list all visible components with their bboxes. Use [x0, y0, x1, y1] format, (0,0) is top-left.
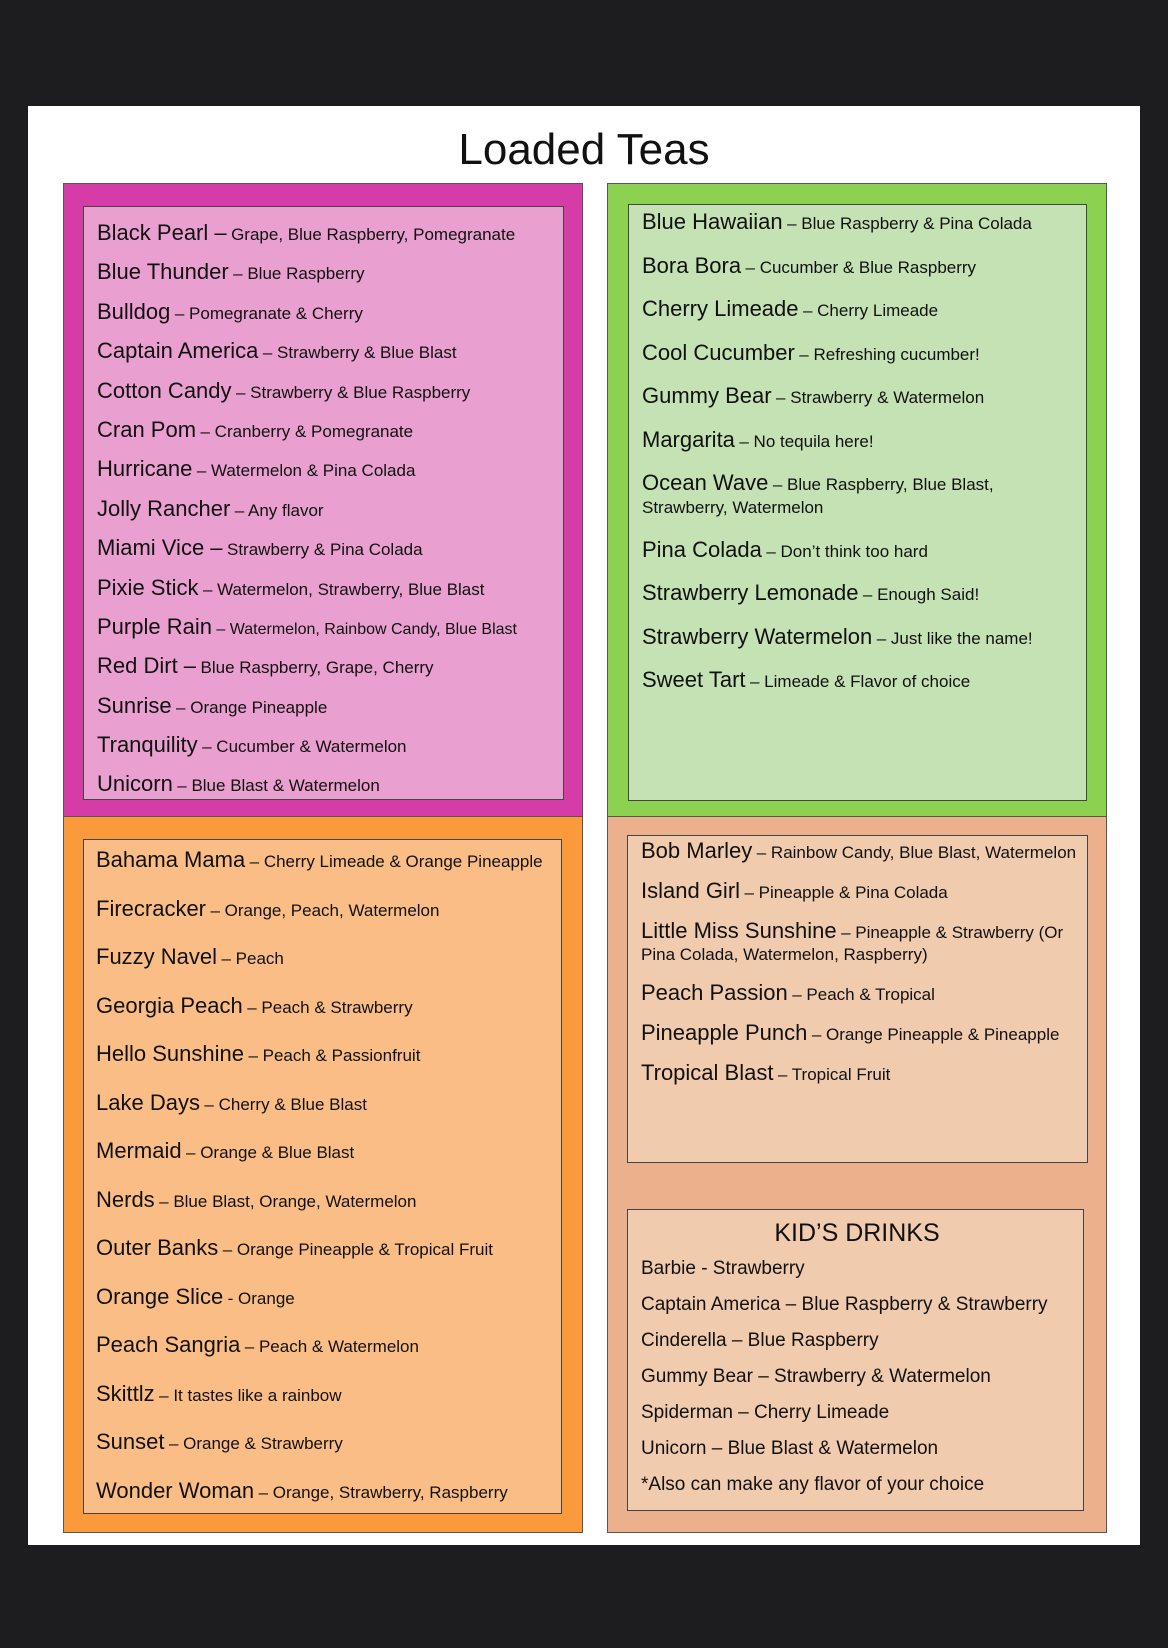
drink-description: – Pomegranate & Cherry	[174, 303, 363, 323]
drink-name: Skittlz	[96, 1380, 155, 1406]
drink-name: Wonder Woman	[96, 1477, 255, 1503]
menu-item	[642, 339, 1076, 367]
drink-name: Cran Pom	[97, 416, 197, 442]
menu-page	[28, 106, 1140, 1545]
orange-menu-panel	[63, 816, 583, 1533]
drink-name: Bahama Mama	[96, 847, 246, 872]
kids-drinks-heading: KID’S DRINKS	[774, 1219, 940, 1247]
drink-description: – Peach & Strawberry	[247, 997, 413, 1017]
drink-name: Bulldog	[97, 298, 171, 324]
menu-item	[642, 623, 1076, 651]
menu-item	[96, 1333, 549, 1360]
menu-item	[641, 982, 1077, 1006]
menu-item	[97, 490, 551, 529]
drink-name: Cherry Limeade	[642, 296, 799, 321]
drink-description: – Peach & Tropical	[792, 985, 935, 1004]
drink-description: – Blue Blast & Watermelon	[177, 776, 380, 796]
drink-description: – Refreshing cucumber!	[799, 344, 980, 364]
menu-item	[642, 472, 1076, 520]
drink-name: Blue Thunder	[97, 259, 229, 285]
drink-name: Peach Sangria	[96, 1332, 241, 1357]
menu-item	[97, 765, 551, 804]
drink-description: – Orange & Strawberry	[168, 1434, 343, 1453]
drink-name: Jolly Rancher	[97, 495, 231, 521]
drink-description: – Strawberry & Blue Raspberry	[235, 382, 471, 402]
drink-description: Blue Raspberry, Grape, Cherry	[200, 658, 434, 678]
drink-name: Bora Bora	[642, 252, 742, 278]
drink-description: – Pineapple & Pina Colada	[744, 883, 948, 902]
drink-name: Fuzzy Navel	[96, 944, 218, 969]
drink-name: Orange Slice	[96, 1283, 224, 1309]
menu-item	[97, 687, 551, 726]
drink-name: Strawberry Watermelon	[642, 623, 873, 649]
menu-item	[641, 840, 1077, 864]
menu-item	[96, 945, 549, 972]
menu-item	[97, 411, 551, 450]
drink-name: Tropical Blast	[641, 1060, 774, 1085]
peach-menu-panel	[607, 816, 1107, 1533]
drink-description: – Blue Raspberry, Blue Blast, Strawberry, Watermelon	[642, 475, 994, 517]
drink-name: Lake Days	[96, 1089, 200, 1115]
menu-item	[96, 1285, 549, 1312]
menu-item	[642, 211, 1076, 236]
drink-description: – Strawberry & Watermelon	[776, 388, 985, 407]
drink-description: – Cucumber & Watermelon	[202, 737, 407, 757]
menu-item	[641, 1062, 1077, 1086]
drink-name: Hurricane	[97, 456, 193, 482]
drink-description: – Watermelon, Strawberry, Blue Blast	[202, 579, 485, 599]
drink-description: Grape, Blue Raspberry, Pomegranate	[231, 225, 516, 244]
menu-item	[642, 536, 1076, 564]
green-menu-panel	[607, 183, 1107, 817]
menu-item	[96, 1430, 549, 1457]
drink-name: Nerds	[96, 1186, 155, 1212]
kids-drinks-box	[627, 1209, 1084, 1511]
drink-description: – Orange, Strawberry, Raspberry	[258, 1482, 508, 1502]
drink-name: Cool Cucumber	[642, 339, 795, 365]
drink-description: Strawberry & Pina Colada	[226, 540, 423, 560]
drink-description: – Orange, Peach, Watermelon	[210, 900, 440, 920]
drink-description: – Strawberry & Blue Blast	[262, 343, 457, 363]
drink-description: – Enough Said!	[862, 585, 980, 604]
menu-item	[97, 450, 551, 489]
drink-name: Tranquility	[97, 732, 198, 758]
drink-name: Mermaid	[96, 1138, 182, 1163]
drink-name: Island Girl	[641, 878, 741, 903]
green-menu-list	[628, 204, 1087, 801]
drink-description: - Orange	[227, 1288, 295, 1308]
drink-name: Firecracker	[96, 895, 207, 921]
drink-name: Pina Colada	[642, 536, 762, 562]
pink-menu-list	[83, 206, 564, 800]
drink-name: Hello Sunshine	[96, 1041, 244, 1066]
drink-description: – Just like the name!	[876, 628, 1033, 648]
drink-description: – Orange Pineapple & Pineapple	[811, 1025, 1060, 1044]
drink-name: Outer Banks	[96, 1235, 219, 1260]
kids-drink-note: *Also can make any flavor of your choice	[641, 1474, 985, 1495]
drink-name: Purple Rain	[97, 613, 212, 639]
drink-name: Cotton Candy	[97, 377, 232, 403]
menu-item	[96, 1188, 549, 1215]
menu-item	[642, 298, 1076, 323]
menu-item	[97, 332, 551, 371]
drink-name: Georgia Peach	[96, 992, 243, 1018]
drink-description: – Cranberry & Pomegranate	[200, 421, 414, 441]
drink-name: Sunrise	[97, 692, 172, 718]
menu-item	[96, 1479, 549, 1506]
kids-drink-item: Captain America – Blue Raspberry & Strawberry	[641, 1294, 1048, 1315]
menu-item	[97, 253, 551, 292]
menu-item	[96, 1382, 549, 1409]
drink-name: Gummy Bear	[642, 383, 772, 408]
drink-description: – Watermelon, Rainbow Candy, Blue Blast	[216, 620, 517, 638]
menu-item	[96, 994, 549, 1021]
drink-name: Pineapple Punch	[641, 1020, 808, 1045]
menu-item	[642, 582, 1076, 607]
menu-item	[96, 897, 549, 924]
menu-item	[97, 529, 551, 568]
pink-menu-panel	[63, 183, 583, 817]
menu-item	[642, 669, 1076, 694]
drink-name: Pixie Stick	[97, 574, 199, 600]
drink-description: – Cherry Limeade	[802, 301, 939, 320]
drink-name: Red Dirt –	[97, 653, 197, 679]
menu-item	[641, 880, 1077, 904]
menu-item	[97, 293, 551, 332]
drink-description: – Any flavor	[234, 500, 324, 520]
drink-description: – Pineapple & Strawberry (Or Pina Colada, Watermelon, Raspberry)	[641, 923, 1064, 964]
drink-description: – It tastes like a rainbow	[159, 1385, 342, 1405]
orange-menu-list	[83, 839, 562, 1514]
drink-name: Black Pearl –	[97, 220, 227, 245]
menu-item	[96, 1042, 549, 1069]
menu-item	[97, 726, 551, 765]
kids-drink-item: Gummy Bear – Strawberry & Watermelon	[641, 1366, 991, 1387]
drink-name: Miami Vice –	[97, 535, 223, 561]
drink-description: – Peach & Passionfruit	[248, 1046, 421, 1065]
page-title: Loaded Teas	[458, 125, 710, 174]
peach-menu-list	[627, 835, 1088, 1163]
drink-description: – Cherry & Blue Blast	[204, 1094, 367, 1114]
drink-description: – Blue Blast, Orange, Watermelon	[159, 1191, 417, 1211]
drink-description: – Orange & Blue Blast	[186, 1143, 355, 1162]
drink-description: – Limeade & Flavor of choice	[750, 672, 971, 691]
drink-description: – No tequila here!	[739, 431, 874, 451]
menu-item	[97, 569, 551, 608]
menu-item	[642, 252, 1076, 280]
menu-item	[96, 1091, 549, 1118]
drink-name: Unicorn	[97, 771, 173, 797]
drink-name: Blue Hawaiian	[642, 209, 783, 234]
menu-item	[96, 848, 549, 875]
drink-description: – Blue Raspberry & Pina Colada	[787, 214, 1032, 233]
drink-description: – Orange Pineapple & Tropical Fruit	[222, 1240, 493, 1259]
drink-description: – Blue Raspberry	[233, 264, 365, 284]
drink-name: Strawberry Lemonade	[642, 580, 859, 605]
drink-description: – Cucumber & Blue Raspberry	[745, 257, 977, 277]
drink-description: – Peach	[221, 949, 284, 968]
menu-item	[97, 372, 551, 411]
drink-description: – Watermelon & Pina Colada	[196, 461, 416, 481]
drink-name: Captain America	[97, 338, 259, 364]
drink-name: Little Miss Sunshine	[641, 918, 837, 943]
drink-description: – Peach & Watermelon	[244, 1337, 419, 1356]
drink-description: – Tropical Fruit	[777, 1065, 891, 1084]
drink-name: Sunset	[96, 1429, 165, 1454]
kids-drink-item: Cinderella – Blue Raspberry	[641, 1330, 879, 1351]
drink-description: – Cherry Limeade & Orange Pineapple	[249, 852, 543, 871]
menu-item	[97, 608, 551, 647]
menu-item	[641, 1022, 1077, 1046]
drink-name: Peach Passion	[641, 980, 788, 1005]
menu-item	[641, 920, 1077, 966]
drink-name: Bob Marley	[641, 838, 753, 863]
kids-drink-item: Barbie - Strawberry	[641, 1258, 805, 1279]
menu-item	[642, 426, 1076, 454]
menu-item	[96, 1236, 549, 1263]
drink-description: – Rainbow Candy, Blue Blast, Watermelon	[756, 843, 1077, 862]
drink-name: Ocean Wave	[642, 470, 769, 495]
menu-item	[97, 647, 551, 686]
drink-description: – Orange Pineapple	[176, 697, 328, 717]
menu-item	[96, 1139, 549, 1166]
drink-description: – Don’t think too hard	[766, 541, 928, 561]
menu-item	[97, 214, 551, 253]
drink-name: Sweet Tart	[642, 667, 746, 692]
drink-name: Margarita	[642, 426, 735, 452]
menu-item	[642, 385, 1076, 410]
kids-drink-item: Unicorn – Blue Blast & Watermelon	[641, 1438, 939, 1459]
kids-drink-item: Spiderman – Cherry Limeade	[641, 1402, 890, 1423]
